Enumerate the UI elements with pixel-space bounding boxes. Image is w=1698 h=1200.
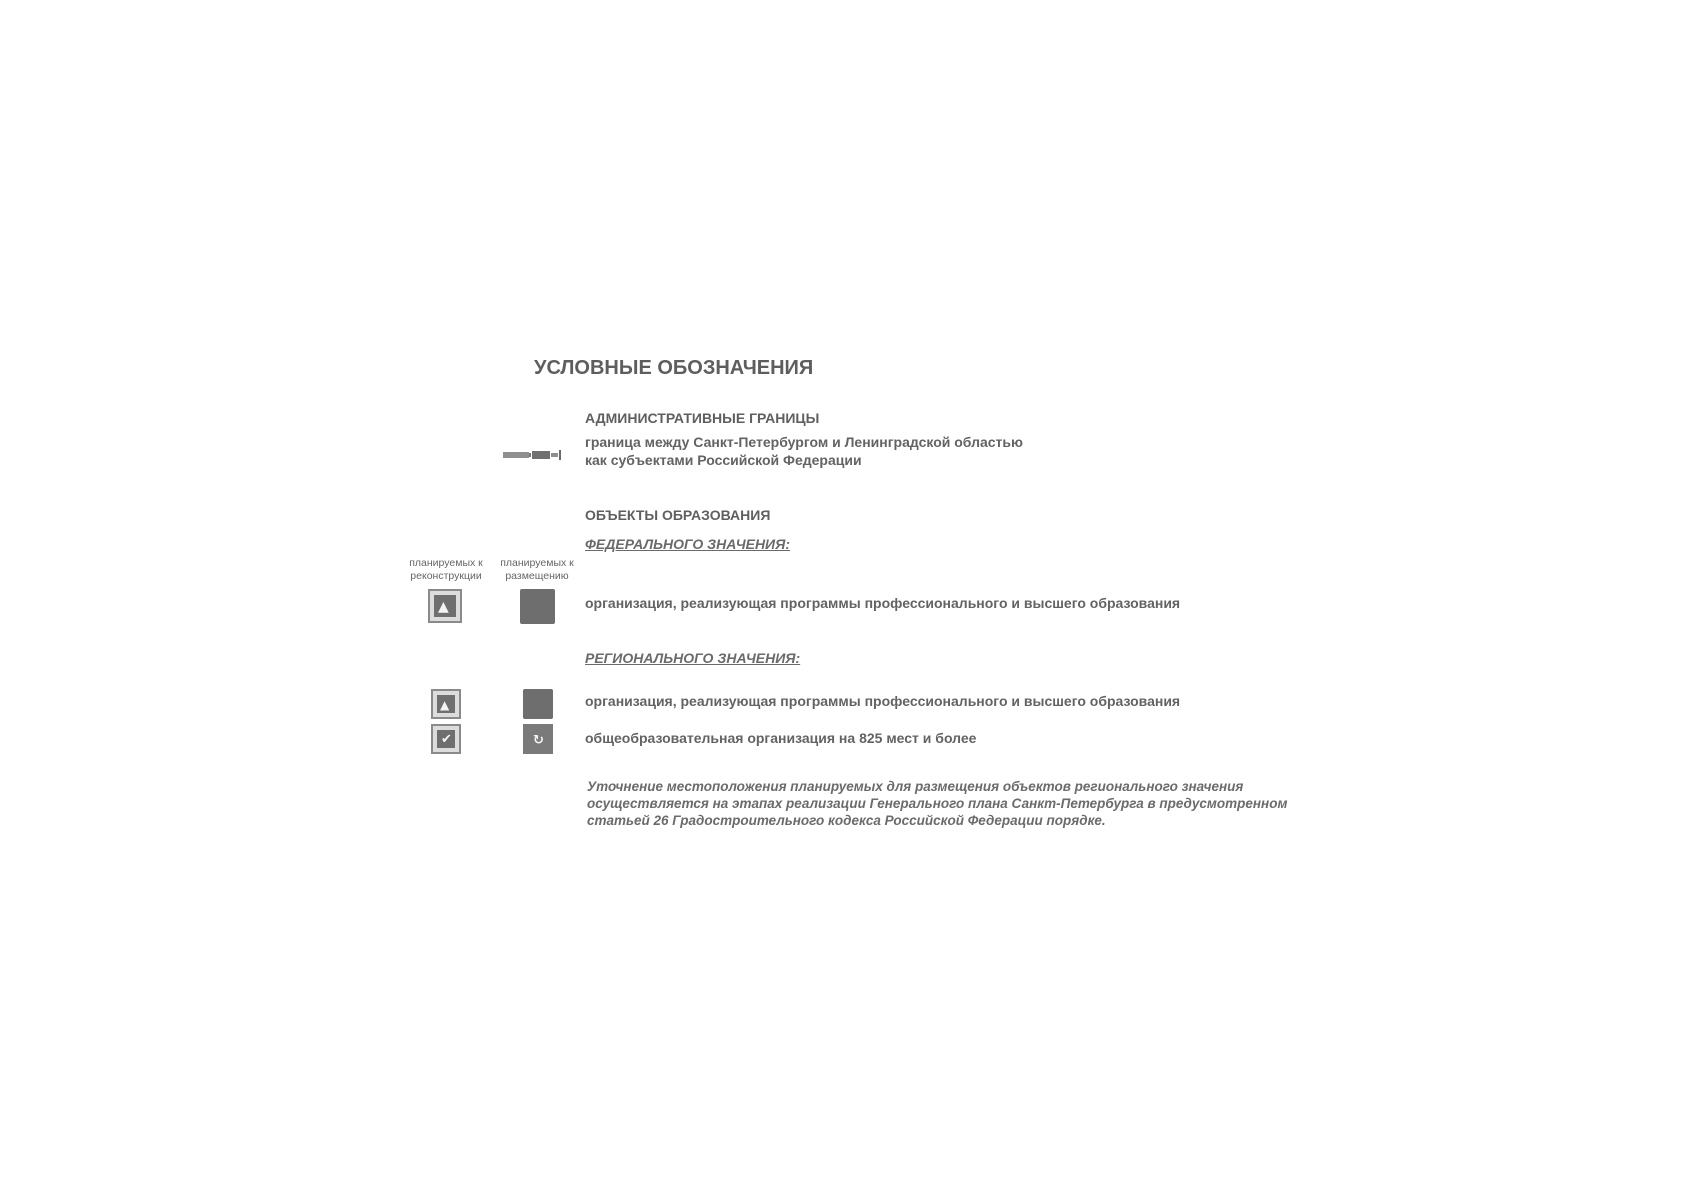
note-line-2: осуществляется на этапах реализации Генерального плана Санкт-Петербурга в предусмотренном <box>587 796 1288 811</box>
column-reconstruct-label: планируемых к реконструкции <box>409 557 483 582</box>
admin-boundaries-heading: АДМИНИСТРАТИВНЫЕ ГРАНИЦЫ <box>585 410 820 426</box>
university-reconstruct-icon: ▲ <box>428 589 462 623</box>
boundary-label-line1: граница между Санкт-Петербургом и Ленинградской областью <box>585 434 1023 450</box>
university-place-icon <box>520 589 555 624</box>
boundary-label-line2: как субъектами Российской Федерации <box>585 452 862 468</box>
note-line-1: Уточнение местоположения планируемых для размещения объектов регионального значения <box>587 779 1244 794</box>
school-reconstruct-icon: ✔ <box>431 724 461 754</box>
federal-label: ФЕДЕРАЛЬНОГО ЗНАЧЕНИЯ: <box>585 536 790 552</box>
regional-item-2: общеобразовательная организация на 825 мест и более <box>585 730 977 746</box>
regional-university-place-icon <box>523 689 553 719</box>
regional-item-1: организация, реализующая программы профессионального и высшего образования <box>585 693 1181 709</box>
column-place-label: планируемых к размещению <box>500 557 574 582</box>
education-heading: ОБЪЕКТЫ ОБРАЗОВАНИЯ <box>585 507 771 523</box>
legend-title: УСЛОВНЫЕ ОБОЗНАЧЕНИЯ <box>534 357 814 379</box>
regional-label: РЕГИОНАЛЬНОГО ЗНАЧЕНИЯ: <box>585 650 801 666</box>
legend-note <box>587 778 1287 829</box>
school-place-icon: ↻ <box>523 724 553 754</box>
regional-university-reconstruct-icon: ▲ <box>431 689 461 719</box>
boundary-line-icon <box>503 448 561 460</box>
federal-item-1: организация, реализующая программы профессионального и высшего образования <box>585 595 1181 611</box>
note-line-3: статьей 26 Градостроительного кодекса Российской Федерации порядке. <box>587 813 1106 828</box>
